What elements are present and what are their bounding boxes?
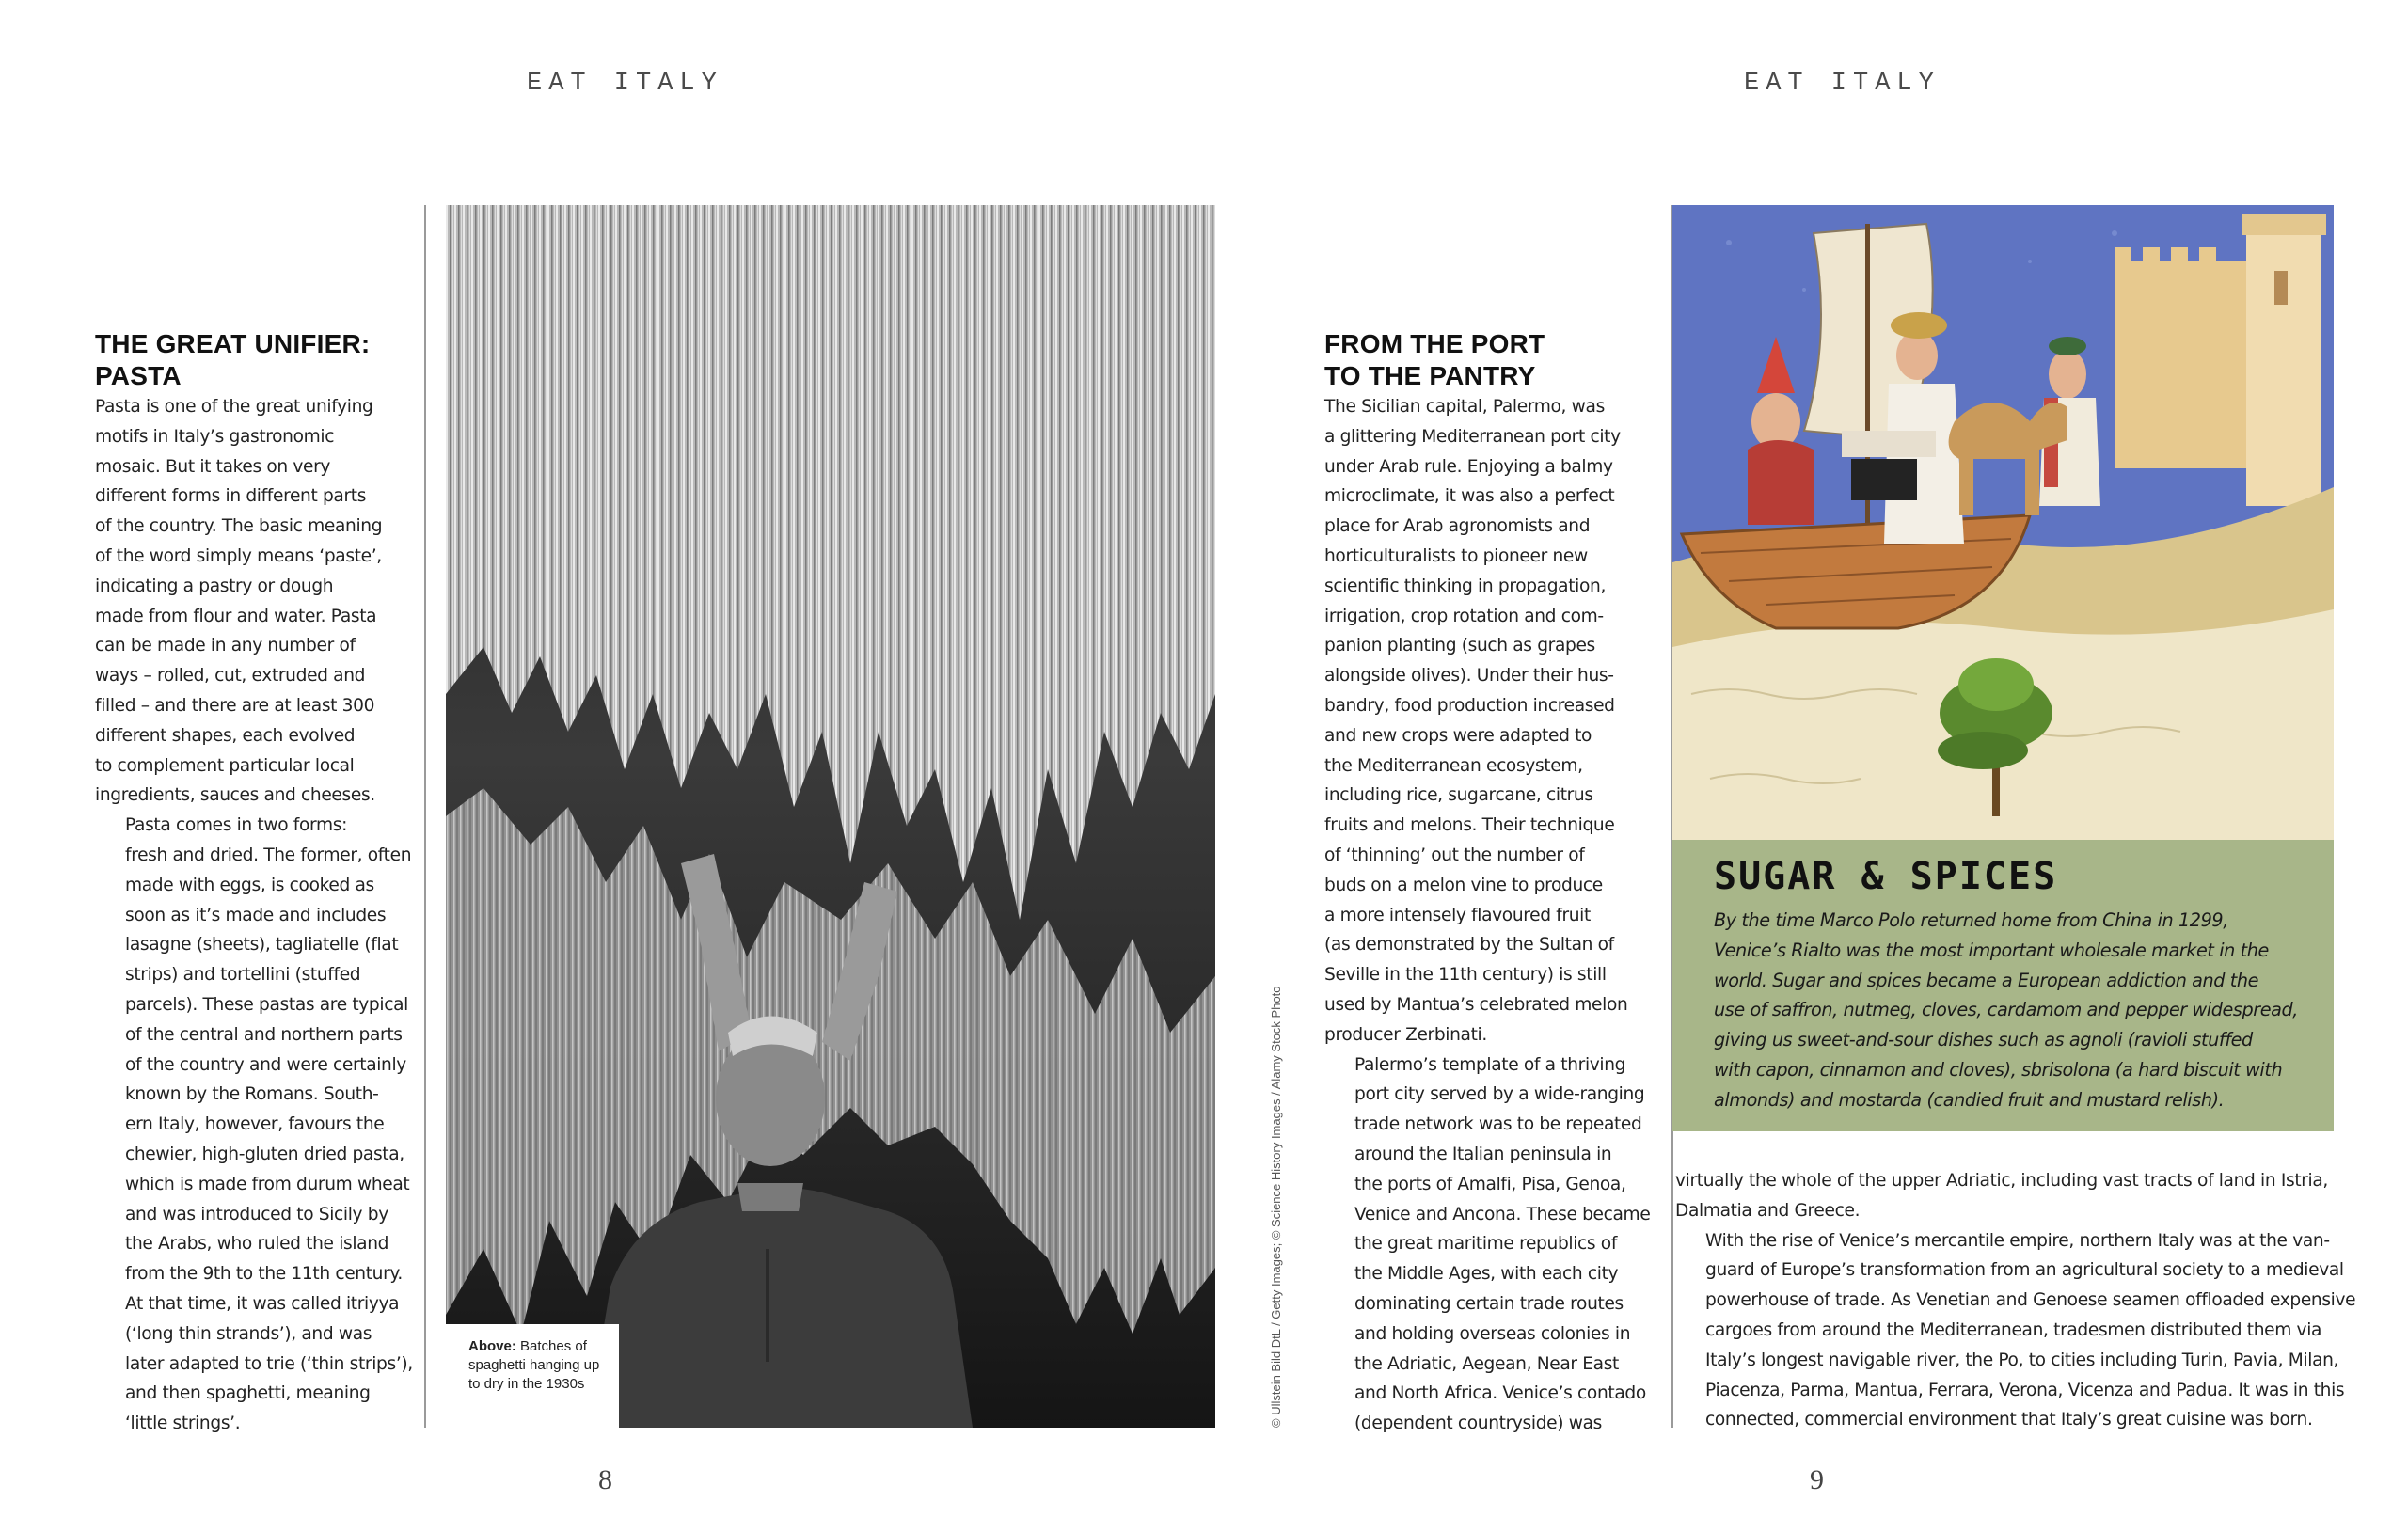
text-line: Dalmatia and Greece. <box>1675 1200 1861 1221</box>
text-line: from the 9th to the 11th century. <box>125 1264 403 1285</box>
sidebar-line: By the time Marco Polo returned home from China in 1299, <box>1714 909 2228 931</box>
sidebar-text <box>1714 906 2325 1115</box>
text-line: chewier, high-gluten dried pasta, <box>125 1144 404 1164</box>
spaghetti-photo <box>446 205 1215 1428</box>
text-line: Venice and Ancona. These became <box>1354 1204 1651 1224</box>
heading-line: TO THE PANTRY <box>1324 361 1536 390</box>
paragraph <box>1675 1226 2356 1436</box>
text-line: parcels). These pastas are typical <box>125 994 408 1015</box>
text-line: and was introduced to Sicily by <box>125 1204 388 1224</box>
text-line: including rice, sugarcane, citrus <box>1324 785 1593 806</box>
text-line: can be made in any number of <box>95 636 356 656</box>
column-divider-left <box>424 205 426 1428</box>
text-line: microclimate, it was also a perfect <box>1324 486 1615 507</box>
text-line: Palermo’s template of a thriving <box>1354 1054 1626 1075</box>
sidebar-title: SUGAR & SPICES <box>1714 855 2058 898</box>
text-line: the great maritime republics of <box>1354 1234 1618 1255</box>
paragraph <box>95 392 415 811</box>
text-line: under Arab rule. Enjoying a balmy <box>1324 456 1613 477</box>
paragraph <box>1324 1050 1663 1439</box>
text-line: lasagne (sheets), tagliatelle (flat <box>125 935 399 956</box>
text-line: of the central and northern parts <box>125 1024 403 1045</box>
sidebar-line: world. Sugar and spices became a European addiction and the <box>1714 969 2259 991</box>
text-line: and North Africa. Venice’s contado <box>1354 1383 1646 1404</box>
text-line: The Sicilian capital, Palermo, was <box>1324 397 1605 417</box>
photo-credit: © Ullstein Bild DtL / Getty Images; © Science History Images / Alamy Stock Photo <box>1269 986 1283 1428</box>
sidebar-line: use of saffron, nutmeg, cloves, cardamom and pepper widespread, <box>1714 999 2299 1021</box>
text-line: horticulturalists to pioneer new <box>1324 545 1588 566</box>
text-line: At that time, it was called itriyya <box>125 1293 400 1314</box>
caption-line: Above: Batches of <box>468 1338 587 1354</box>
page-number-right: 9 <box>1810 1464 1824 1495</box>
port-section <box>1324 328 1663 1439</box>
text-line: connected, commercial environment that Italy’s great cuisine was born. <box>1705 1410 2313 1430</box>
text-line: powerhouse of trade. As Venetian and Genoese seamen offloaded expensive <box>1705 1290 2356 1311</box>
text-line: buds on a melon vine to produce <box>1324 875 1603 895</box>
running-head-left: EAT ITALY <box>527 70 723 98</box>
sidebar-line: with capon, cinnamon and cloves), sbrisolona (a hard biscuit with <box>1714 1058 2283 1081</box>
text-line: the Mediterranean ecosystem, <box>1324 755 1583 776</box>
pasta-section <box>95 328 415 1439</box>
text-line: Pasta comes in two forms: <box>125 815 348 836</box>
text-line: panion planting (such as grapes <box>1324 636 1595 656</box>
text-line: fruits and melons. Their technique <box>1324 815 1615 836</box>
paragraph <box>95 811 415 1439</box>
sugar-spices-sidebar <box>1672 840 2334 1131</box>
text-line: of ‘thinning’ out the number of <box>1324 845 1585 865</box>
text-line: the ports of Amalfi, Pisa, Genoa, <box>1354 1174 1626 1194</box>
text-line: a glittering Mediterranean port city <box>1324 426 1621 447</box>
pasta-body <box>95 392 415 1439</box>
page-number-left: 8 <box>598 1464 612 1495</box>
text-line: made with eggs, is cooked as <box>125 875 374 895</box>
text-line: trade network was to be repeated <box>1354 1114 1642 1135</box>
marco-polo-illustration <box>1672 205 2334 840</box>
text-line: and new crops were adapted to <box>1324 725 1592 746</box>
text-line: Italy’s longest navigable river, the Po, to cities including Turin, Pavia, Milan, <box>1705 1350 2339 1370</box>
caption-label: Above: <box>468 1338 516 1354</box>
illustration-image <box>1672 205 2334 840</box>
text-line: indicating a pastry or dough <box>95 576 334 596</box>
text-line: of the country and were certainly <box>125 1054 406 1075</box>
spaghetti-photo-image <box>446 205 1215 1428</box>
caption-line: spaghetti hanging up <box>468 1357 600 1373</box>
text-line: of the word simply means ‘paste’, <box>95 545 382 566</box>
text-line: guard of Europe’s transformation from an agricultural society to a medieval <box>1705 1260 2344 1281</box>
text-line: scientific thinking in propagation, <box>1324 576 1607 596</box>
text-line: motifs in Italy’s gastronomic <box>95 426 335 447</box>
text-line: the Adriatic, Aegean, Near East <box>1354 1353 1619 1374</box>
photo-caption <box>446 1324 619 1428</box>
text-line: ‘little strings’. <box>125 1414 241 1434</box>
text-line: the Middle Ages, with each city <box>1354 1264 1619 1285</box>
text-line: soon as it’s made and includes <box>125 905 387 925</box>
text-line: which is made from durum wheat <box>125 1174 410 1194</box>
text-line: different forms in different parts <box>95 486 367 507</box>
sidebar-line: giving us sweet-and-sour dishes such as agnoli (ravioli stuffed <box>1714 1029 2253 1051</box>
text-line: strips) and tortellini (stuffed <box>125 965 361 986</box>
heading-line: THE GREAT UNIFIER: <box>95 329 371 358</box>
text-line: (as demonstrated by the Sultan of <box>1324 935 1614 956</box>
text-line: port city served by a wide-ranging <box>1354 1084 1645 1105</box>
sidebar-line: Venice’s Rialto was the most important wholesale market in the <box>1714 939 2269 961</box>
text-line: the Arabs, who ruled the island <box>125 1234 389 1255</box>
text-line: Seville in the 11th century) is still <box>1324 965 1607 986</box>
text-line: made from flour and water. Pasta <box>95 606 377 626</box>
text-line: ways – rolled, cut, extruded and <box>95 666 366 687</box>
text-line: fresh and dried. The former, often <box>125 845 412 865</box>
text-line: cargoes from around the Mediterranean, tradesmen distributed them via <box>1705 1319 2322 1340</box>
heading-line: FROM THE PORT <box>1324 329 1545 358</box>
text-line: alongside olives). Under their hus- <box>1324 666 1614 687</box>
heading-line: PASTA <box>95 361 182 390</box>
pasta-heading <box>95 328 415 392</box>
text-line: mosaic. But it takes on very <box>95 456 331 477</box>
text-line: and then spaghetti, meaning <box>125 1383 371 1404</box>
text-line: of the country. The basic meaning <box>95 516 383 537</box>
text-line: virtually the whole of the upper Adriatic, including vast tracts of land in Istria, <box>1675 1171 2328 1191</box>
port-body <box>1324 392 1663 1439</box>
paragraph <box>1324 392 1663 1050</box>
text-line: and holding overseas colonies in <box>1354 1323 1631 1344</box>
port-heading <box>1324 328 1663 392</box>
text-line: to complement particular local <box>95 755 355 776</box>
text-line: different shapes, each evolved <box>95 725 356 746</box>
text-line: Pasta is one of the great unifying <box>95 397 373 417</box>
text-line: later adapted to trie (‘thin strips’), <box>125 1353 413 1374</box>
text-line: irrigation, crop rotation and com- <box>1324 606 1604 626</box>
text-line: ingredients, sauces and cheeses. <box>95 785 375 806</box>
text-line: dominating certain trade routes <box>1354 1293 1624 1314</box>
text-line: known by the Romans. South- <box>125 1084 379 1105</box>
venice-body <box>1675 1166 2356 1435</box>
text-line: bandry, food production increased <box>1324 695 1615 716</box>
text-line: used by Mantua’s celebrated melon <box>1324 994 1628 1015</box>
sidebar-line: almonds) and mostarda (candied fruit and mustard relish). <box>1714 1088 2225 1111</box>
running-head-right: EAT ITALY <box>1744 70 1941 98</box>
text-line: a more intensely flavoured fruit <box>1324 905 1591 925</box>
caption-line: to dry in the 1930s <box>468 1376 585 1392</box>
text-line: around the Italian peninsula in <box>1354 1144 1612 1164</box>
text-line: With the rise of Venice’s mercantile empire, northern Italy was at the van- <box>1705 1230 2330 1251</box>
text-line: filled – and there are at least 300 <box>95 695 375 716</box>
text-line: (dependent countryside) was <box>1354 1414 1602 1434</box>
paragraph <box>1675 1166 2334 1226</box>
text-line: place for Arab agronomists and <box>1324 516 1591 537</box>
text-line: Piacenza, Parma, Mantua, Ferrara, Verona, Vicenza and Padua. It was in this <box>1705 1380 2345 1400</box>
text-line: (‘long thin strands’), and was <box>125 1323 372 1344</box>
text-line: ern Italy, however, favours the <box>125 1114 385 1135</box>
text-line: producer Zerbinati. <box>1324 1024 1487 1045</box>
